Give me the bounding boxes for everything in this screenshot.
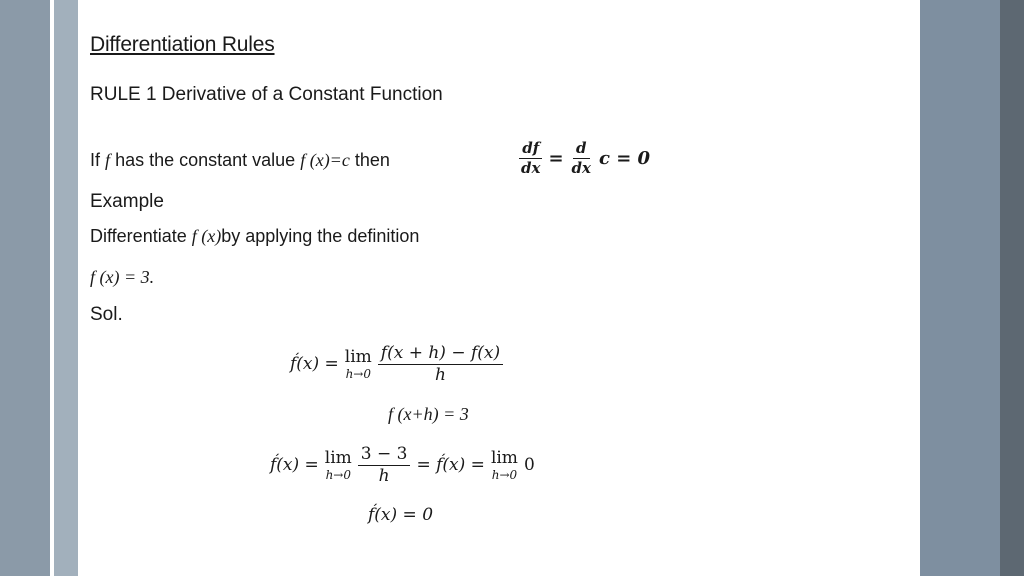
final-result: f́(x) = 0 (368, 505, 434, 525)
middle-equality: = f́(x) = (416, 455, 485, 476)
example-instruction (90, 226, 419, 247)
limit-value: 0 (523, 455, 535, 476)
d-dx-fraction: $\frac{d}{dx}$ (571, 139, 591, 177)
substituted-equation (270, 445, 535, 485)
example-heading: Example (90, 191, 164, 212)
instruction-suffix: by applying the definition (221, 226, 420, 246)
then-word: then (354, 150, 390, 170)
limit-operator-2: lim h→0 (490, 447, 518, 482)
rule-formula (518, 140, 650, 176)
constant-function: f (x)=c (300, 150, 350, 170)
df-dx-fraction: $\frac{df}{dx}$ (521, 139, 541, 177)
slide-content (78, 0, 920, 576)
left-border-band (0, 0, 50, 576)
if-word: If (90, 150, 101, 170)
instruction-function: f (x) (191, 226, 222, 246)
rule-heading: RULE 1 Derivative of a Constant Function (90, 84, 443, 105)
derivative-lhs: f́(x) = (270, 455, 319, 476)
definition-equation (290, 344, 503, 384)
function-symbol: f (105, 150, 111, 170)
given-function: f (x) = 3. (90, 267, 155, 287)
right-border-band (920, 0, 1000, 576)
left-inner-band (54, 0, 78, 576)
shifted-function: f (x+h) = 3 (388, 404, 469, 424)
rule-statement (90, 150, 390, 171)
equals-sign: = (548, 147, 564, 169)
statement-text: has the constant value (115, 150, 296, 170)
instruction-prefix: Differentiate (90, 226, 187, 246)
derivative-lhs: f́(x) = (290, 354, 339, 375)
slide-title: Differentiation Rules (90, 33, 275, 56)
limit-operator: lim h→0 (324, 447, 352, 482)
right-edge-band (1000, 0, 1024, 576)
substituted-quotient: $\frac{3 - 3}{h}$ (358, 445, 411, 485)
solution-heading: Sol. (90, 304, 123, 325)
limit-operator: lim h→0 (344, 346, 372, 381)
difference-quotient: $\frac{f(x + h) - f(x)}{h}$ (378, 344, 503, 384)
c-equals-zero: c = 0 (598, 147, 651, 169)
